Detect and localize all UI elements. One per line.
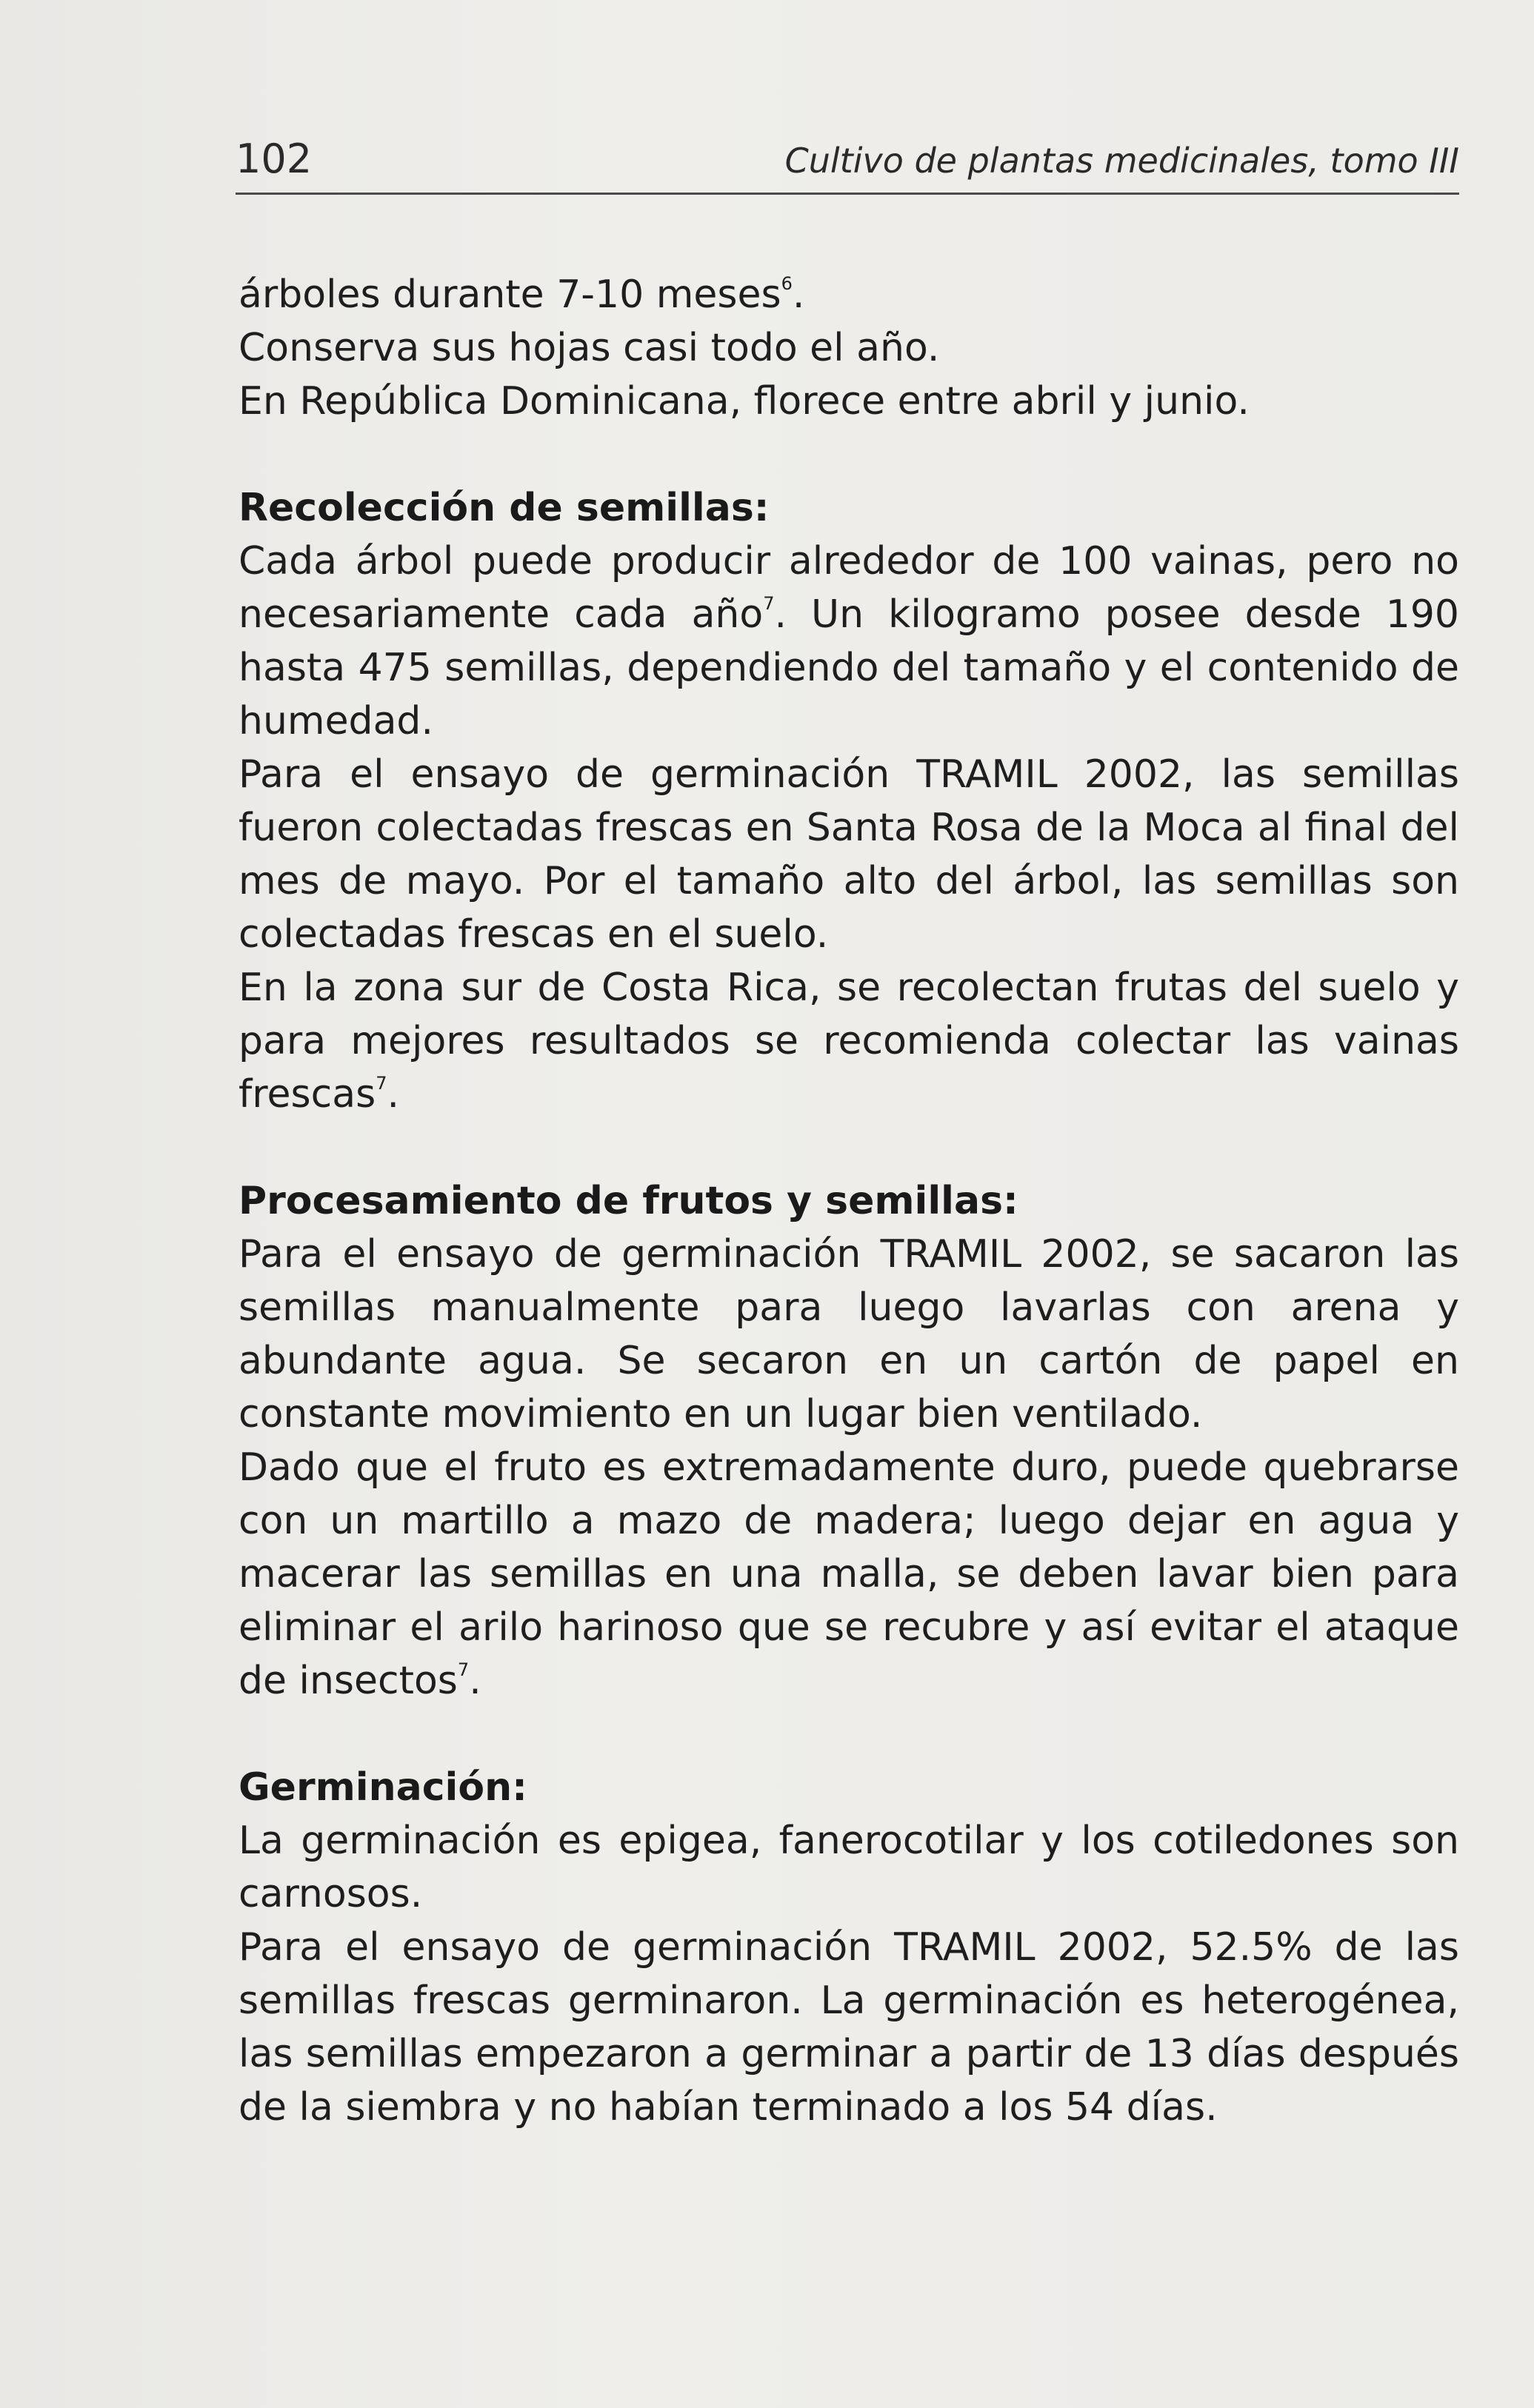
heading-germinacion: Germinación: [239, 1765, 527, 1810]
procesamiento-paragraph-1: Para el ensayo de germinación TRAMIL 2002, se sacaron las semillas manualmente para luego lavarlas con arena y abundante agua. Se secaron en un cartón de papel en constante movimiento en un lugar bien ventilado. [239, 1232, 1459, 1437]
recoleccion-paragraph-1 [239, 535, 1459, 748]
procesamiento-p2-text: Dado que el fruto es extremadamente duro, puede quebrarse con un martillo a mazo de madera; luego dejar en agua y macerar las semillas en una malla, se deben lavar bien para eliminar el arilo harinoso que se recubre y así evitar el ataque de insectos [239, 1445, 1459, 1703]
recoleccion-p3-end: . [387, 1072, 399, 1117]
page-number: 102 [236, 136, 313, 182]
section-spacer [239, 428, 1459, 481]
heading-procesamiento: Procesamiento de frutos y semillas: [239, 1179, 1018, 1223]
intro-line-3: En República Dominicana, florece entre abril y junio. [239, 379, 1250, 424]
germinacion-paragraph-2: Para el ensayo de germinación TRAMIL 2002, 52.5% de las semillas frescas germinaron. La germinación es heterogénea, las semillas empezaron a germinar a partir de 13 días después de la siembra y no habían terminado a los 54 días. [239, 1925, 1459, 2130]
page-header [236, 133, 1459, 195]
footnote-ref: 7 [457, 1659, 470, 1680]
heading-recoleccion: Recolección de semillas: [239, 486, 770, 530]
running-title: Cultivo de plantas medicinales, tomo III [784, 141, 1459, 181]
germinacion-paragraph-1: La germinación es epigea, fanerocotilar y los cotiledones son carnosos. [239, 1819, 1459, 1916]
intro-line-2: Conserva sus hojas casi todo el año. [239, 326, 940, 370]
recoleccion-paragraph-3 [239, 961, 1459, 1121]
section-spacer [239, 1708, 1459, 1761]
intro-line-1-text: árboles durante 7-10 meses [239, 272, 781, 317]
intro-line-1 [239, 268, 1459, 321]
procesamiento-p2-end: . [469, 1659, 481, 1703]
page-body [239, 268, 1459, 2134]
procesamiento-paragraph-2 [239, 1441, 1459, 1708]
section-spacer [239, 1121, 1459, 1174]
footnote-ref: 7 [376, 1072, 387, 1094]
recoleccion-p1-text-cont: . Un kilogramo posee desde 190 hasta 475 semillas, dependiendo del tamaño y el contenido de humedad. [239, 592, 1459, 743]
recoleccion-paragraph-2: Para el ensayo de germinación TRAMIL 2002, las semillas fueron colectadas frescas en Santa Rosa de la Moca al final del mes de mayo. Por el tamaño alto del árbol, las semillas son colectadas frescas en el suelo. [239, 752, 1459, 957]
footnote-ref: 6 [781, 272, 793, 294]
footnote-ref: 7 [763, 592, 775, 614]
intro-line-1-end: . [792, 272, 805, 317]
recoleccion-p1-text: Cada árbol puede producir alrededor de 100 vainas, pero no necesariamente cada año [239, 539, 1459, 637]
recoleccion-p3-text: En la zona sur de Costa Rica, se recolectan frutas del suelo y para mejores resultados se recomienda colectar las vainas frescas [239, 966, 1459, 1117]
